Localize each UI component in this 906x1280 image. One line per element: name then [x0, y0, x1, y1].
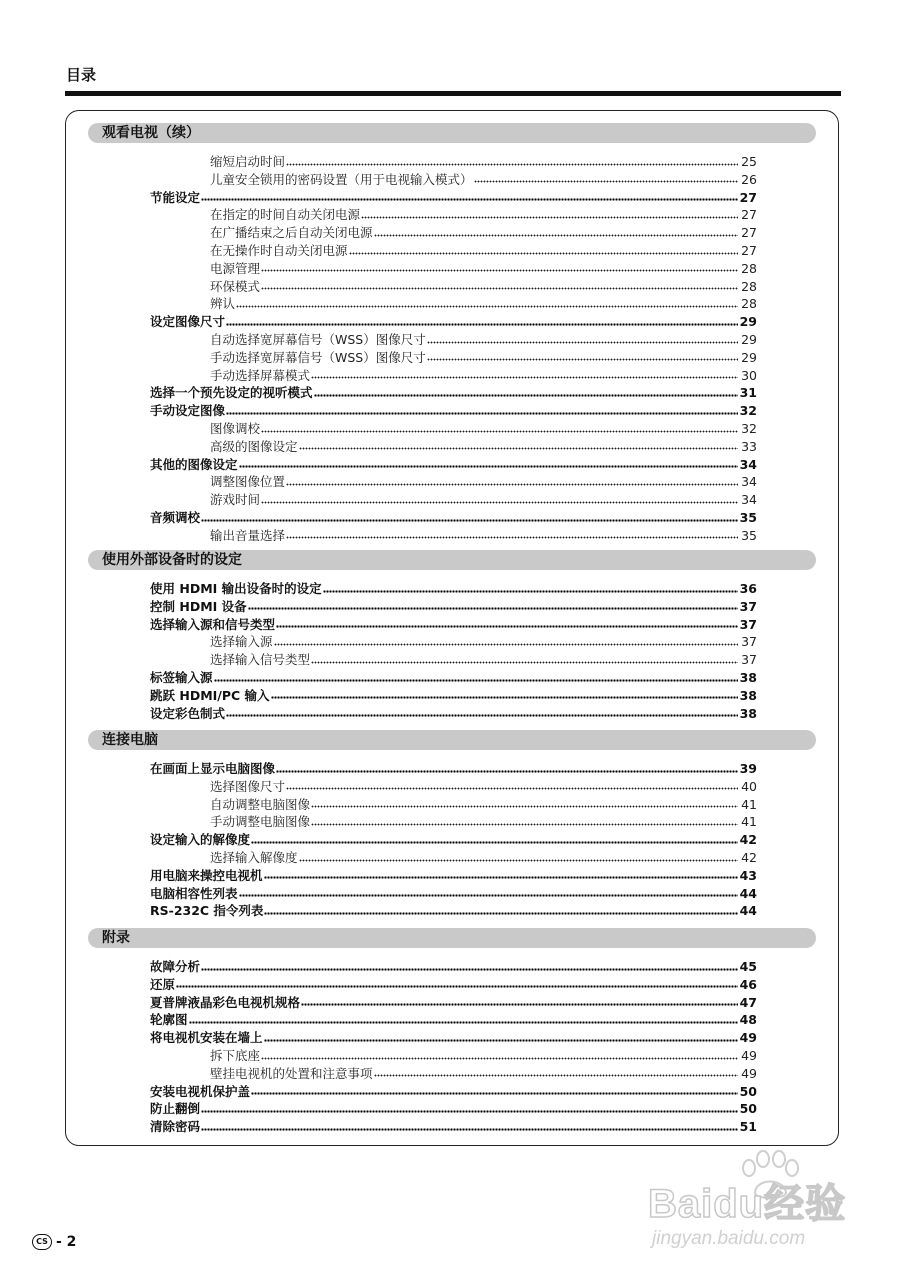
entry-title: 设定彩色制式 [150, 705, 226, 721]
entry-page-number: 49 [739, 1030, 757, 1046]
dot-leader [349, 251, 738, 255]
entry-page-number: 27 [741, 207, 757, 223]
dot-leader [251, 1092, 738, 1096]
dot-leader [189, 1020, 738, 1024]
entry-title: 儿童安全锁用的密码设置（用于电视输入模式） [210, 171, 473, 187]
toc-subentry[interactable] [210, 1047, 757, 1064]
toc-subentry[interactable] [210, 349, 757, 366]
entry-title: 选择输入源和信号类型 [150, 616, 276, 632]
toc-entry[interactable] [150, 831, 757, 848]
toc-entry[interactable] [150, 509, 757, 526]
toc-subentry[interactable] [210, 438, 757, 455]
entry-page-number: 27 [741, 225, 757, 241]
entry-title: 辨认 [210, 296, 236, 312]
entry-title: 选择输入解像度 [210, 850, 298, 865]
entry-page-number: 50 [739, 1083, 757, 1099]
entry-title: 设定图像尺寸 [150, 314, 226, 330]
section-title: 连接电脑 [102, 732, 158, 748]
entry-page-number: 51 [739, 1119, 757, 1135]
entry-title: 清除密码 [150, 1119, 201, 1135]
dot-leader [226, 322, 738, 326]
toc-entry[interactable] [150, 867, 757, 884]
toc-subentry[interactable] [210, 171, 757, 188]
entry-page-number: 40 [741, 778, 757, 794]
dot-leader [314, 393, 738, 397]
entry-page-number: 35 [739, 510, 757, 525]
dot-leader [311, 660, 738, 664]
dot-leader [427, 358, 738, 362]
header-rule [65, 91, 841, 96]
toc-subentry[interactable] [210, 796, 757, 813]
toc-entry[interactable] [150, 598, 757, 615]
section-header [88, 123, 816, 143]
entry-title: 安装电视机保护盖 [150, 1083, 251, 1099]
language-badge: CS [32, 1234, 52, 1250]
dot-leader [261, 1056, 738, 1060]
entry-page-number: 34 [741, 492, 757, 508]
entry-page-number: 29 [741, 332, 757, 347]
dot-leader [374, 1074, 738, 1078]
entry-page-number: 38 [739, 705, 757, 721]
toc-entry[interactable] [150, 616, 757, 633]
section-title: 观看电视（续） [102, 125, 200, 141]
section-header [88, 730, 816, 750]
entry-title: 选择一个预先设定的视听模式 [150, 385, 313, 401]
entry-title: 图像调校 [210, 421, 261, 436]
entry-title: 夏普牌液晶彩色电视机规格 [150, 994, 301, 1010]
entry-page-number: 33 [741, 438, 757, 454]
entry-page-number: 31 [739, 385, 757, 401]
toc-entry[interactable] [150, 958, 757, 975]
entry-page-number: 39 [739, 761, 757, 776]
dot-leader [427, 340, 738, 344]
dot-leader [239, 894, 738, 898]
entry-page-number: 41 [741, 814, 757, 830]
toc-subentry[interactable] [210, 527, 757, 544]
dot-leader [201, 518, 738, 522]
toc-entry[interactable] [150, 402, 757, 419]
entry-page-number: 28 [741, 296, 757, 312]
entry-page-number: 49 [741, 1048, 757, 1063]
entry-page-number: 29 [739, 314, 757, 330]
entry-title: 防止翻倒 [150, 1101, 201, 1117]
entry-page-number: 32 [739, 403, 757, 419]
dot-leader [286, 162, 738, 166]
entry-page-number: 28 [741, 260, 757, 276]
toc-entry[interactable] [150, 976, 757, 993]
dot-leader [311, 376, 738, 380]
dot-leader [226, 714, 738, 718]
entry-page-number: 48 [739, 1012, 757, 1028]
entry-title: 环保模式 [210, 278, 261, 294]
toc-subentry[interactable] [210, 295, 757, 312]
toc-subentry[interactable] [210, 778, 757, 795]
baidu-watermark [640, 1150, 870, 1260]
toc-entry[interactable] [150, 313, 757, 330]
dot-leader [311, 822, 738, 826]
entry-page-number: 47 [739, 994, 757, 1010]
entry-page-number: 38 [739, 670, 757, 685]
entry-page-number: 30 [741, 367, 757, 383]
dot-leader [276, 625, 738, 629]
dot-leader [374, 233, 738, 237]
dot-leader [276, 769, 738, 773]
toc-entry[interactable] [150, 687, 757, 704]
entry-page-number: 42 [741, 850, 757, 865]
toc-subentry[interactable] [210, 153, 757, 170]
entry-title: 游戏时间 [210, 492, 261, 508]
toc-entry[interactable] [150, 1029, 757, 1046]
entry-title: 手动选择宽屏幕信号（WSS）图像尺寸 [210, 349, 426, 365]
toc-subentry[interactable] [210, 651, 757, 668]
toc-subentry[interactable] [210, 242, 757, 259]
entry-page-number: 26 [741, 171, 757, 187]
entry-title: 高级的图像设定 [210, 438, 298, 454]
toc-subentry[interactable] [210, 260, 757, 277]
toc-entry[interactable] [150, 1100, 757, 1117]
entry-page-number: 36 [739, 581, 757, 596]
watermark-brand: Baidu经验 [648, 1182, 847, 1226]
dot-leader [323, 589, 738, 593]
entry-title: 在画面上显示电脑图像 [150, 761, 276, 776]
entry-title: 在无操作时自动关闭电源 [210, 243, 348, 258]
toc-subentry[interactable] [210, 1065, 757, 1082]
entry-title: 选择输入源 [210, 634, 273, 650]
entry-title: 自动选择宽屏幕信号（WSS）图像尺寸 [210, 332, 426, 347]
dot-leader [361, 215, 738, 219]
entry-title: 控制 HDMI 设备 [150, 598, 247, 614]
toc-entry[interactable] [150, 885, 757, 902]
entry-title: 故障分析 [150, 959, 201, 974]
toc-subentry[interactable] [210, 224, 757, 241]
entry-page-number: 46 [739, 976, 757, 992]
page-title: 目录 [66, 66, 97, 84]
entry-page-number: 44 [739, 885, 757, 901]
dot-leader [261, 429, 738, 433]
toc-subentry[interactable] [210, 473, 757, 490]
entry-title: 选择图像尺寸 [210, 778, 286, 794]
entry-title: 将电视机安装在墙上 [150, 1030, 263, 1046]
entry-page-number: 28 [741, 278, 757, 294]
entry-title: 设定输入的解像度 [150, 832, 251, 848]
entry-title: 使用 HDMI 输出设备时的设定 [150, 581, 322, 596]
entry-page-number: 43 [739, 867, 757, 883]
dot-leader [201, 1109, 738, 1113]
entry-page-number: 50 [739, 1101, 757, 1117]
entry-title: 手动设定图像 [150, 403, 226, 419]
entry-page-number: 41 [741, 796, 757, 812]
section-header [88, 550, 816, 570]
dot-leader [248, 607, 738, 611]
dot-leader [271, 696, 738, 700]
page-number: - 2 [56, 1234, 77, 1250]
entry-page-number: 25 [741, 154, 757, 169]
entry-page-number: 49 [741, 1065, 757, 1081]
entry-page-number: 35 [741, 527, 757, 543]
dot-leader [264, 911, 738, 915]
toc-entry[interactable] [150, 189, 757, 206]
entry-page-number: 34 [739, 456, 757, 472]
toc-subentry[interactable] [210, 420, 757, 437]
toc-subentry[interactable] [210, 206, 757, 223]
toc-entry[interactable] [150, 1083, 757, 1100]
dot-leader [201, 1127, 738, 1131]
toc-subentry[interactable] [210, 278, 757, 295]
dot-leader [226, 411, 738, 415]
toc-subentry[interactable] [210, 331, 757, 348]
dot-leader [251, 840, 738, 844]
entry-title: RS-232C 指令列表 [150, 903, 264, 919]
entry-title: 节能设定 [150, 189, 201, 205]
entry-title: 电脑相容性列表 [150, 885, 238, 901]
dot-leader [239, 465, 738, 469]
entry-title: 自动调整电脑图像 [210, 796, 311, 812]
toc-entry[interactable] [150, 705, 757, 722]
entry-page-number: 27 [739, 189, 757, 205]
entry-title: 在广播结束之后自动关闭电源 [210, 225, 373, 241]
dot-leader [264, 876, 738, 880]
dot-leader [311, 805, 738, 809]
dot-leader [214, 678, 738, 682]
toc-entry[interactable] [150, 1118, 757, 1135]
dot-leader [201, 198, 738, 202]
section-title: 使用外部设备时的设定 [102, 552, 242, 568]
entry-page-number: 44 [739, 903, 757, 919]
entry-title: 手动调整电脑图像 [210, 814, 311, 830]
dot-leader [286, 536, 738, 540]
entry-page-number: 37 [741, 652, 757, 668]
entry-title: 在指定的时间自动关闭电源 [210, 207, 361, 223]
toc-subentry[interactable] [210, 849, 757, 866]
dot-leader [261, 269, 738, 273]
toc-subentry[interactable] [210, 633, 757, 650]
entry-title: 拆下底座 [210, 1048, 261, 1063]
dot-leader [299, 858, 738, 862]
toc-entry[interactable] [150, 994, 757, 1011]
dot-leader [286, 482, 738, 486]
entry-page-number: 37 [739, 598, 757, 614]
watermark-url: jingyan.baidu.com [652, 1228, 806, 1249]
dot-leader [236, 304, 738, 308]
entry-page-number: 29 [741, 349, 757, 365]
toc-entry[interactable] [150, 456, 757, 473]
entry-page-number: 34 [741, 474, 757, 490]
page-footer [32, 1234, 76, 1250]
section-title: 附录 [102, 930, 130, 946]
entry-title: 用电脑来操控电视机 [150, 867, 263, 883]
entry-page-number: 42 [739, 832, 757, 848]
toc-subentry[interactable] [210, 367, 757, 384]
entry-page-number: 32 [741, 421, 757, 436]
entry-title: 音频调校 [150, 510, 201, 525]
entry-page-number: 27 [741, 243, 757, 258]
entry-page-number: 37 [741, 634, 757, 650]
entry-title: 手动选择屏幕模式 [210, 367, 311, 383]
entry-title: 调整图像位置 [210, 474, 286, 490]
toc-entry[interactable] [150, 384, 757, 401]
entry-title: 标签输入源 [150, 670, 213, 685]
entry-title: 轮廓图 [150, 1012, 188, 1028]
dot-leader [261, 287, 738, 291]
entry-title: 缩短启动时间 [210, 154, 286, 169]
dot-leader [201, 967, 738, 971]
dot-leader [176, 985, 738, 989]
entry-title: 其他的图像设定 [150, 456, 238, 472]
entry-title: 选择输入信号类型 [210, 652, 311, 668]
toc-entry[interactable] [150, 902, 757, 919]
toc-entry[interactable] [150, 669, 757, 686]
entry-title: 跳跃 HDMI/PC 输入 [150, 687, 270, 703]
entry-page-number: 37 [739, 616, 757, 632]
dot-leader [274, 642, 738, 646]
entry-title: 电源管理 [210, 260, 261, 276]
dot-leader [299, 447, 738, 451]
entry-title: 壁挂电视机的处置和注意事项 [210, 1065, 373, 1081]
toc-subentry[interactable] [210, 491, 757, 508]
entry-page-number: 45 [739, 959, 757, 974]
toc-entry[interactable] [150, 760, 757, 777]
dot-leader [261, 500, 738, 504]
section-header [88, 928, 816, 948]
dot-leader [301, 1003, 738, 1007]
dot-leader [474, 180, 738, 184]
toc-subentry[interactable] [210, 813, 757, 830]
entry-title: 还原 [150, 976, 176, 992]
entry-title: 输出音量选择 [210, 527, 286, 543]
toc-entry[interactable] [150, 1011, 757, 1028]
dot-leader [264, 1038, 738, 1042]
dot-leader [286, 787, 738, 791]
toc-entry[interactable] [150, 580, 757, 597]
entry-page-number: 38 [739, 687, 757, 703]
